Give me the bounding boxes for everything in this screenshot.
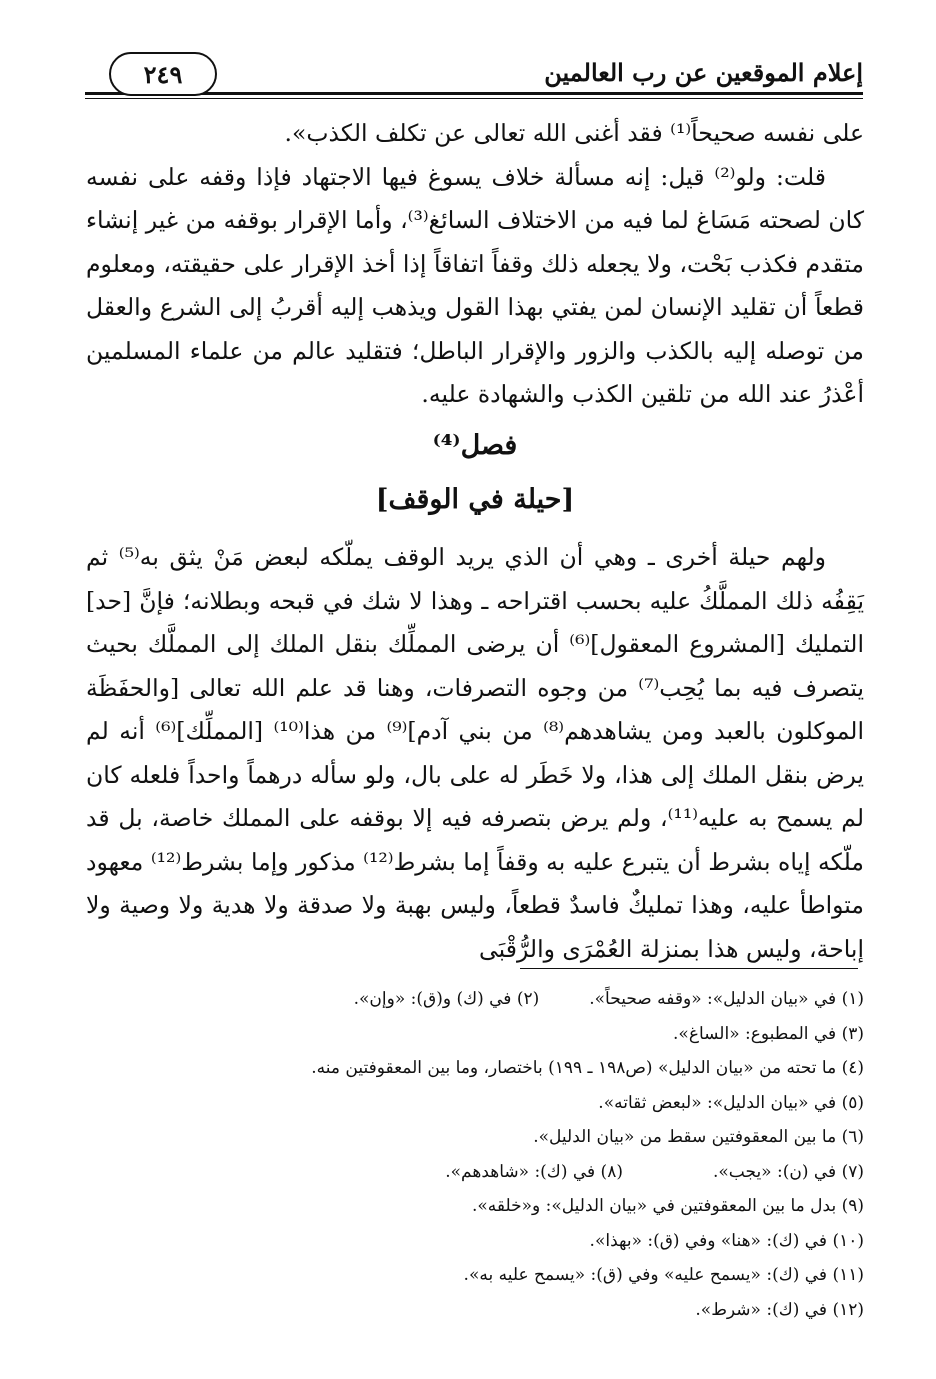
footnote-2: (٢) في (ك) و(ق): «وإن».: [353, 989, 540, 1009]
footnote-11: (١١) في (ك): «يسمح عليه» وفي (ق): «يسمح عليه به».: [463, 1265, 864, 1285]
footnote-separator: [520, 968, 858, 969]
paragraph-qultu: قلت: ولو⁽²⁾ قيل: إنه مسألة خلاف يسوغ فيها الاجتهاد فإذا وقفه على نفسه كان لصحته مَسَاغ لما فيه من الاختلاف السائغ⁽³⁾، وأما الإقرار بوقفه من غير إنشاء متقدم فكذب بَحْت، ولا يجعله ذلك وقفاً اتفاقاً إذا أخذ الإقرار على حقيقته، ومعلوم قطعاً أن تقليد الإنسان لمن يفتي بهذا القول ويذهب إليه أقربُ إلى الشرع والعقل من توصله إليه بالكذب والزور والإقرار الباطل؛ فتقليد عالم من علماء المسلمين أعْذرُ عند الله من تلقين الكذب والشهادة عليه.: [86, 162, 865, 408]
main-text-block: [86, 536, 864, 971]
footnote-12: (١٢) في (ك): «شرط».: [695, 1299, 864, 1320]
paragraph-hila: ولهم حيلة أخرى ـ وهي أن الذي يريد الوقف يملّكه لبعض مَنْ يثق به⁽⁵⁾ ثم يَقِفُه ذلك المملَّكُ عليه بحسب اقتراحه ـ وهذا لا شك في قبحه وبطلانه؛ فإنَّ [حد] التمليك [المشروع المعقول]⁽⁶⁾ أن يرضى المملِّك بنقل الملك إلى المملَّك بحيث يتصرف فيه بما يُحِب⁽⁷⁾ من وجوه التصرفات، وهنا قد علم الله تعالى [والحفَظَة الموكلون بالعبد ومن يشاهدهم⁽⁸⁾ من بني آدم]⁽⁹⁾ من هذا⁽¹⁰⁾ [المملِّك]⁽⁶⁾ أنه لم يرض بنقل الملك إلى هذا، ولا خَطَر له على بال، ولو سأله درهماً واحداً فلعله كان لم يسمح به عليه⁽¹¹⁾، ولم يرض بتصرفه فيه إلا بوقفه على المملك خاصة، بل قد ملّكه إياه بشرط أن يتبرع عليه به وقفاً إما بشرط⁽¹²⁾ مذكور وإما بشرط⁽¹²⁾ معهود متواطأ عليه، وهذا تمليكٌ فاسدٌ قطعاً، وليس بهبة ولا صدقة ولا هدية ولا وصية ولا إباحة، وليس هذا بمنزلة العُمْرَى والرُّقْبَى: [86, 543, 865, 963]
section-subheading: [حيلة في الوقف]: [375, 484, 575, 515]
header-rule-thin: [85, 98, 863, 99]
footnote-8: (٨) في (ك): «شاهدهم».: [445, 1161, 623, 1182]
page-number: ٢٤٩: [109, 52, 217, 96]
paragraph-continuation: على نفسه صحيحاً⁽¹⁾ فقد أغنى الله تعالى عن تكلف الكذب».: [284, 119, 864, 147]
footnote-3: (٣) في المطبوع: «الساغ».: [673, 1023, 864, 1044]
footnote-row-7-8: [86, 1155, 864, 1190]
footnote-row-1-2: [86, 982, 864, 1017]
footnote-10: (١٠) في (ك): «هنا» وفي (ق): «بهذا».: [589, 1230, 864, 1251]
footnote-6: (٦) ما بين المعقوفتين سقط من «بيان الدليل».: [533, 1127, 864, 1147]
footnote-1: (١) في «بيان الدليل»: «وقفه صحيحاً».: [589, 989, 864, 1009]
footnote-9: (٩) بدل ما بين المعقوفتين في «بيان الدليل»: و«خلقه».: [471, 1196, 864, 1216]
footnotes: [86, 982, 864, 1327]
page-header: [85, 52, 863, 102]
footnote-5: (٥) في «بيان الدليل»: «لبعض ثقاته».: [598, 1092, 864, 1113]
section-heading: فصل⁽⁴⁾: [432, 430, 518, 461]
top-text-block: [86, 112, 864, 417]
footnote-4: (٤) ما تحته من «بيان الدليل» (ص١٩٨ ـ ١٩٩) باختصار، وما بين المعقوفتين منه.: [311, 1058, 864, 1078]
running-title: إعلام الموقعين عن رب العالمين: [544, 58, 863, 87]
footnote-7: (٧) في (ن): «يجب».: [712, 1161, 864, 1182]
